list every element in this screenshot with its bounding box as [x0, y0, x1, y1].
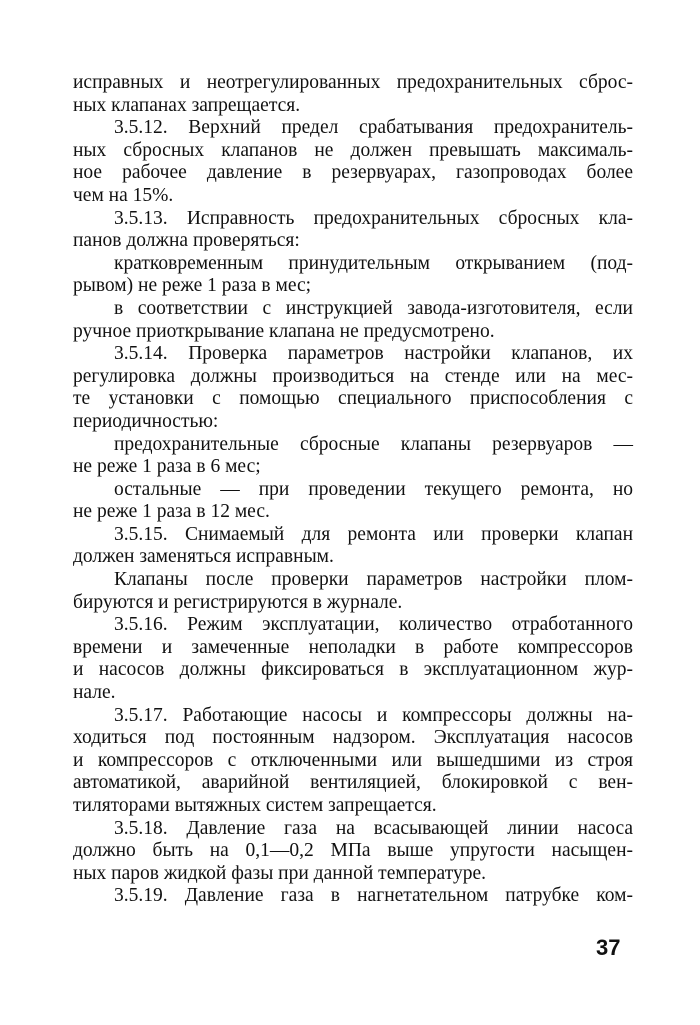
paragraph-3-5-18-start: 3.5.18. Давление газа на всасывающей линии насоса — [114, 817, 633, 839]
text-line: ных клапанах запрещается. — [73, 94, 301, 116]
page-number: 37 — [596, 935, 621, 960]
text-line: ходиться под постоянным надзором. Эксплуатация насосов — [73, 727, 633, 749]
list-item-start: остальные — при проведении текущего ремонта, но — [114, 478, 633, 500]
text-line: бируются и регистрируются в журнале. — [73, 591, 403, 613]
paragraph-3-5-12-start: 3.5.12. Верхний предел срабатывания предохранитель- — [114, 117, 633, 139]
text-line: исправных и неотрегулированных предохранительных сброс- — [73, 72, 633, 93]
text-line: нале. — [73, 682, 116, 704]
text-line: не реже 1 раза в 12 мес. — [73, 501, 270, 523]
text-line: и компрессоров с отключенными или вышедшими из строя — [73, 749, 633, 771]
text-line: тиляторами вытяжных систем запрещается. — [73, 795, 437, 816]
list-item-start: в соответствии с инструкцией завода-изготовителя, если — [114, 297, 633, 319]
paragraph-3-5-17-start: 3.5.17. Работающие насосы и компрессоры должны на- — [114, 704, 633, 726]
paragraph-3-5-19-start: 3.5.19. Давление газа в нагнетательном патрубке ком- — [114, 885, 633, 907]
text-line: ручное приоткрывание клапана не предусмотрено. — [73, 320, 495, 342]
text-line: времени и замеченные неполадки в работе компрессоров — [73, 636, 633, 658]
paragraph-3-5-15-start: 3.5.15. Снимаемый для ремонта или проверки клапан — [114, 523, 633, 545]
text-line: чем на 15%. — [73, 184, 174, 206]
paragraph-start: Клапаны после проверки параметров настройки плом- — [114, 569, 633, 591]
text-line: автоматикой, аварийной вентиляцией, блокировкой с вен- — [73, 772, 633, 794]
text-line: ное рабочее давление в резервуарах, газопроводах более — [73, 162, 633, 184]
list-item-start: предохранительные сбросные клапаны резервуаров — — [114, 433, 633, 455]
text-line: ных сбросных клапанов не должен превышать максималь- — [73, 139, 633, 161]
text-line: те установки с помощью специального приспособления с — [73, 388, 633, 410]
paragraph-3-5-13-start: 3.5.13. Исправность предохранительных сбросных кла- — [114, 207, 633, 229]
text-line: и насосов должны фиксироваться в эксплуатационном жур- — [73, 659, 633, 681]
text-line: регулировка должны производиться на стенде или на мес- — [73, 365, 633, 387]
text-line: периодичностью: — [73, 410, 219, 432]
text-line: не реже 1 раза в 6 мес; — [73, 456, 261, 478]
paragraph-3-5-16-start: 3.5.16. Режим эксплуатации, количество отработанного — [114, 614, 633, 636]
text-line: панов должна проверяться: — [73, 230, 300, 252]
text-line: должно быть на 0,1—0,2 МПа выше упругости насыщен- — [73, 840, 633, 862]
text-line: рывом) не реже 1 раза в мес; — [73, 275, 312, 297]
text-line: должен заменяться исправным. — [73, 546, 334, 568]
document-body — [73, 72, 633, 908]
paragraph-3-5-14-start: 3.5.14. Проверка параметров настройки клапанов, их — [114, 343, 633, 365]
list-item-start: кратковременным принудительным открыванием (под- — [114, 252, 633, 274]
text-line: ных паров жидкой фазы при данной температуре. — [73, 862, 486, 884]
